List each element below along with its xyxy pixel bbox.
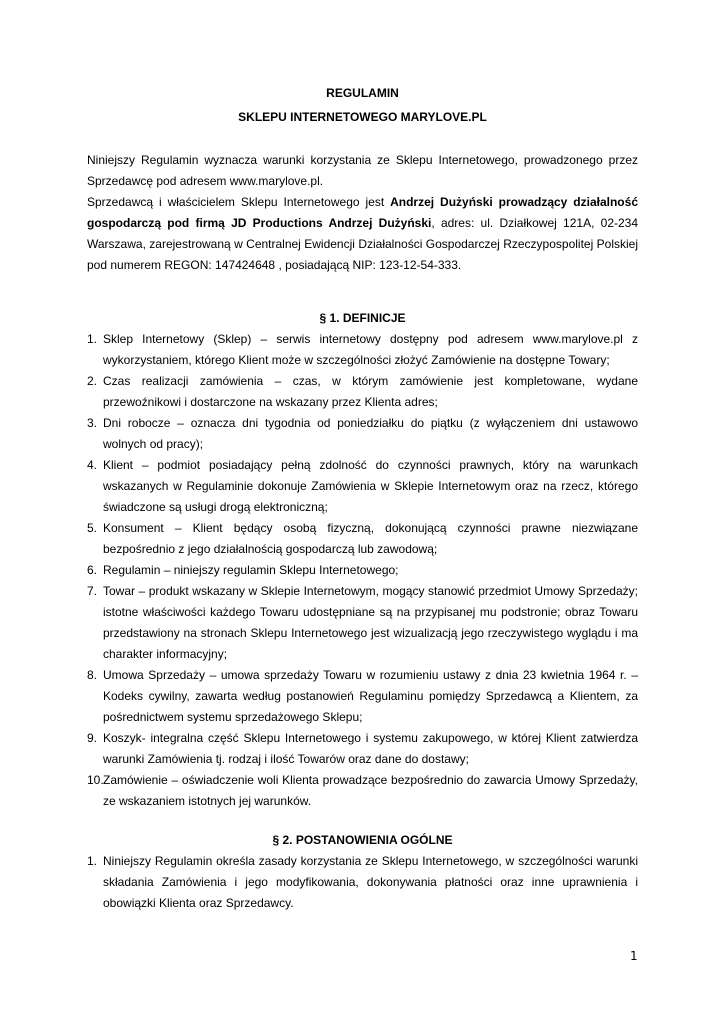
list-item: 10. Zamówienie – oświadczenie woli Klienta prowadzące bezpośrednio do zawarcia Umowy Sprzedaży, ze wskazaniem istotnych jej warunków.: [87, 773, 638, 808]
document-page: [87, 83, 638, 914]
definitions-list: [87, 329, 638, 812]
intro-paragraph: Niniejszy Regulamin wyznacza warunki korzystania ze Sklepu Internetowego, prowadzonego przez Sprzedawcę pod adresem www.marylove.pl.: [87, 153, 638, 188]
list-item: 8. Umowa Sprzedaży – umowa sprzedaży Towaru w rozumieniu ustawy z dnia 23 kwietnia 1964 r. – Kodeks cywilny, zawarta według postanowień Regulaminu pomiędzy Sprzedawcą a Klientem, za pośrednictwem systemu sprzedażowego Sklepu;: [87, 668, 638, 724]
seller-name: Andrzej Dużyński prowadzący działalność gospodarczą pod firmą JD Productions Andrzej Dużyński: [87, 195, 638, 230]
list-item: 9. Koszyk- integralna część Sklepu Internetowego i systemu zakupowego, w której Klient zatwierdza warunki Zamówienia tj. rodzaj i ilość Towarów oraz dane do dostawy;: [87, 731, 638, 766]
seller-prefix: Sprzedawcą i właścicielem Sklepu Internetowego jest: [87, 195, 391, 209]
list-item: 4. Klient – podmiot posiadający pełną zdolność do czynności prawnych, który na warunkach wskazanych w Regulaminie dokonuje Zamówienia w Sklepie Internetowym oraz na rzecz, którego świadczone są usługi drogą elektroniczną;: [87, 458, 638, 514]
list-item: 1. Sklep Internetowy (Sklep) – serwis internetowy dostępny pod adresem www.marylove.pl z wykorzystaniem, którego Klient może w szczególności złożyć Zamówienie na dostępne Towary;: [87, 332, 638, 367]
list-item: 1. Niniejszy Regulamin określa zasady korzystania ze Sklepu Internetowego, w szczególności warunki składania Zamówienia i jego modyfikowania, dokonywania płatności oraz inne uprawnienia i obowiązki Klienta oraz Sprzedawcy.: [87, 854, 638, 910]
section-2-heading: § 2. POSTANOWIENIA OGÓLNE: [272, 833, 453, 847]
document-title: REGULAMIN: [326, 86, 399, 100]
list-item: 6. Regulamin – niniejszy regulamin Sklepu Internetowego;: [87, 563, 399, 577]
section-1-heading: § 1. DEFINICJE: [319, 311, 406, 325]
document-subtitle: SKLEPU INTERNETOWEGO MARYLOVE.PL: [238, 110, 487, 124]
list-item: 5. Konsument – Klient będący osobą fizyczną, dokonującą czynności prawne niezwiązane bezpośrednio z jego działalnością gospodarczą lub zawodową;: [87, 521, 638, 556]
list-item: 2. Czas realizacji zamówienia – czas, w którym zamówienie jest kompletowane, wydane przewoźnikowi i dostarczone na wskazany przez Klienta adres;: [87, 374, 638, 409]
list-item: 3. Dni robocze – oznacza dni tygodnia od poniedziałku do piątku (z wyłączeniem dni ustawowo wolnych od pracy);: [87, 416, 638, 451]
list-item: 7. Towar – produkt wskazany w Sklepie Internetowym, mogący stanowić przedmiot Umowy Sprzedaży; istotne właściwości każdego Towaru udostępniane są na przypisanej mu podstronie; obraz Towaru przedstawiony na stronach Sklepu Internetowego jest wizualizacją jego rzeczywistego wyglądu i ma charakter informacyjny;: [87, 584, 638, 661]
page-number: 1: [630, 949, 638, 963]
general-provisions-list: [87, 851, 638, 914]
seller-paragraph: [87, 192, 638, 276]
seller-suffix: , adres: ul. Działkowej 121A, 02-234 Warszawa, zarejestrowaną w Centralnej Ewidencji Działalności Gospodarczej Rzeczypospolitej Polskiej pod numerem REGON: 147424648 , posiadającą NIP: 123-12-54-333.: [87, 216, 639, 272]
